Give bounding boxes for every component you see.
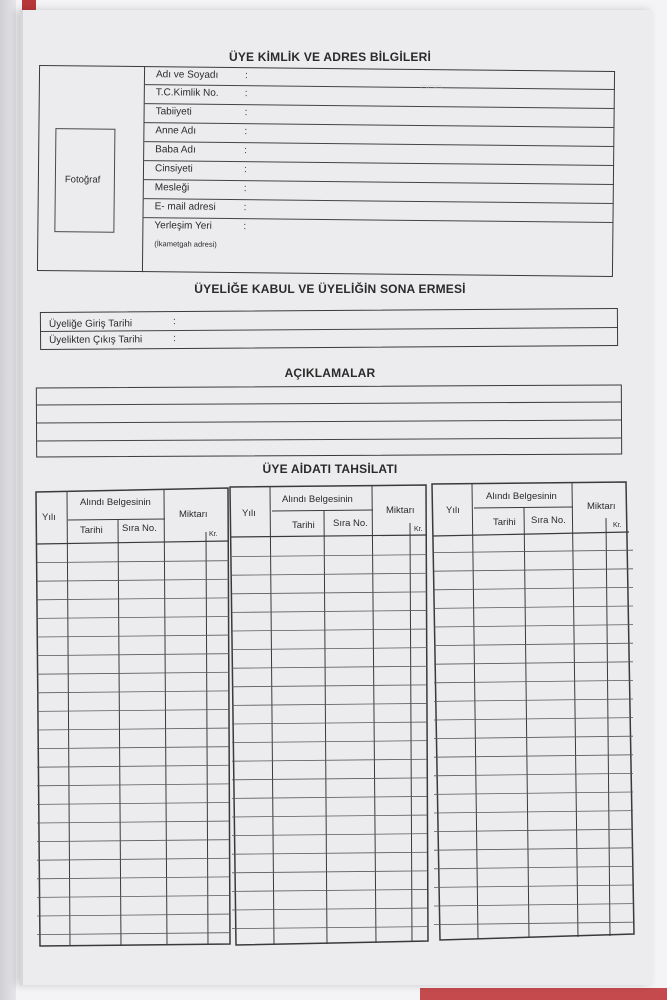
- table-row-line: [434, 699, 633, 701]
- table-row-line: [434, 904, 633, 906]
- table-row-line: [37, 914, 229, 916]
- table-row-line: [37, 709, 229, 711]
- field-tc-label: T.C.Kimlik No.: [155, 87, 219, 99]
- col-amount: Miktarı: [587, 501, 616, 512]
- field-father-label: Baba Adı: [155, 144, 196, 156]
- notes-section-title: AÇIKLAMALAR: [284, 366, 376, 380]
- table-row-line: [232, 741, 427, 743]
- table-row-line: [232, 592, 427, 594]
- field-mother-label: Anne Adı: [155, 125, 197, 137]
- field-residence-label: Yerleşim Yeri: [154, 220, 212, 232]
- field-job-label: Mesleği: [154, 182, 190, 194]
- table-row-line: [434, 569, 633, 571]
- table-row-line: [434, 811, 633, 813]
- table-row-line: [232, 778, 427, 780]
- table-row-line: [434, 866, 633, 868]
- table-row-line: [434, 922, 633, 924]
- col-kr: Kr.: [414, 526, 423, 533]
- table-row-line: [232, 759, 427, 761]
- field-nationality-label: Tabiiyeti: [155, 106, 192, 118]
- table-row-line: [232, 610, 427, 612]
- field-colon: :: [243, 202, 247, 214]
- table-row-line: [37, 933, 229, 935]
- table-row-line: [37, 802, 229, 804]
- field-colon: :: [243, 221, 247, 233]
- table-row-line: [232, 927, 427, 929]
- table-row-line: [434, 606, 633, 608]
- table-row-line: [37, 895, 229, 897]
- col-serial: Sıra No.: [333, 518, 368, 529]
- table-row-line: [37, 877, 229, 879]
- field-colon: :: [243, 183, 247, 195]
- table-row-line: [434, 718, 633, 720]
- field-colon: :: [244, 145, 248, 157]
- table-row-line: [37, 654, 229, 656]
- table-row-line: [232, 555, 427, 557]
- field-colon: :: [243, 164, 247, 176]
- table-row-line: [232, 908, 427, 910]
- col-receipt: Alındı Belgesinin: [282, 494, 353, 505]
- field-email-label: E- mail adresi: [154, 201, 216, 213]
- table-row-line: [434, 643, 633, 645]
- table-row-line: [232, 573, 427, 575]
- col-receipt: Alındı Belgesinin: [80, 497, 151, 508]
- field-colon: :: [244, 70, 248, 82]
- col-year: Yılı: [242, 508, 256, 519]
- table-row-line: [434, 736, 633, 738]
- table-row-line: [37, 561, 229, 563]
- table-row-line: [434, 662, 633, 664]
- table-row-line: [434, 587, 633, 589]
- col-date: Tarihi: [80, 525, 103, 536]
- field-colon: :: [173, 333, 176, 345]
- table-row-line: [37, 784, 229, 786]
- photo-label: Fotoğraf: [64, 174, 101, 186]
- table-row-line: [232, 629, 427, 631]
- table-row-line: [434, 755, 633, 757]
- col-year: Yılı: [446, 505, 460, 516]
- table-row-line: [434, 625, 633, 627]
- table-row-line: [37, 579, 229, 581]
- table-row-line: [232, 852, 427, 854]
- table-row-line: [37, 598, 229, 600]
- table-row-line: [37, 840, 229, 842]
- table-row-line: [434, 792, 633, 794]
- table-row-line: [232, 834, 427, 836]
- table-row-line: [434, 550, 633, 552]
- table-row-line: [434, 848, 633, 850]
- entry-date-label: Üyeliğe Giriş Tarihi: [48, 318, 133, 330]
- table-row-line: [232, 666, 427, 668]
- col-kr: Kr.: [209, 531, 218, 538]
- col-date: Tarihi: [493, 517, 516, 528]
- table-row-line: [37, 616, 229, 618]
- table-row-line: [37, 747, 229, 749]
- col-serial: Sıra No.: [531, 515, 566, 526]
- dues-section-title: ÜYE AİDATI TAHSİLATI: [262, 462, 398, 476]
- table-row-line: [434, 773, 633, 775]
- table-row-line: [232, 648, 427, 650]
- identity-section-title: ÜYE KİMLİK VE ADRES BİLGİLERİ: [228, 50, 432, 64]
- show-through: ▭▭▭: [420, 82, 443, 91]
- table-row-line: [434, 829, 633, 831]
- col-serial: Sıra No.: [122, 523, 157, 534]
- col-date: Tarihi: [292, 520, 315, 531]
- table-row-line: [232, 722, 427, 724]
- table-row-line: [37, 821, 229, 823]
- col-year: Yılı: [42, 512, 56, 523]
- field-gender-label: Cinsiyeti: [154, 163, 193, 175]
- col-amount: Miktarı: [179, 509, 208, 520]
- exit-date-label: Üyelikten Çıkış Tarihi: [49, 334, 143, 346]
- table-row-line: [232, 703, 427, 705]
- field-colon: :: [244, 126, 248, 138]
- field-name-label: Adı ve Soyadı: [155, 69, 219, 81]
- table-row-line: [232, 685, 427, 687]
- table-row-line: [232, 871, 427, 873]
- field-colon: :: [244, 88, 248, 100]
- table-row-line: [37, 728, 229, 730]
- table-row-line: [434, 680, 633, 682]
- table-row-line: [232, 815, 427, 817]
- field-colon: :: [172, 316, 176, 328]
- table-row-line: [37, 672, 229, 674]
- col-kr: Kr.: [613, 522, 622, 529]
- table-row-line: [232, 796, 427, 798]
- membership-section-title: ÜYELİĞE KABUL VE ÜYELİĞİN SONA ERMESİ: [194, 282, 466, 296]
- col-amount: Miktarı: [386, 505, 415, 516]
- residence-note: (İkametgah adresi): [154, 239, 217, 249]
- table-row-line: [37, 858, 229, 860]
- table-row-line: [434, 885, 633, 887]
- col-receipt: Alındı Belgesinin: [486, 491, 557, 502]
- table-row-line: [37, 635, 229, 637]
- field-colon: :: [244, 107, 248, 119]
- table-row-line: [37, 691, 229, 693]
- table-row-line: [232, 889, 427, 891]
- table-row-line: [37, 765, 229, 767]
